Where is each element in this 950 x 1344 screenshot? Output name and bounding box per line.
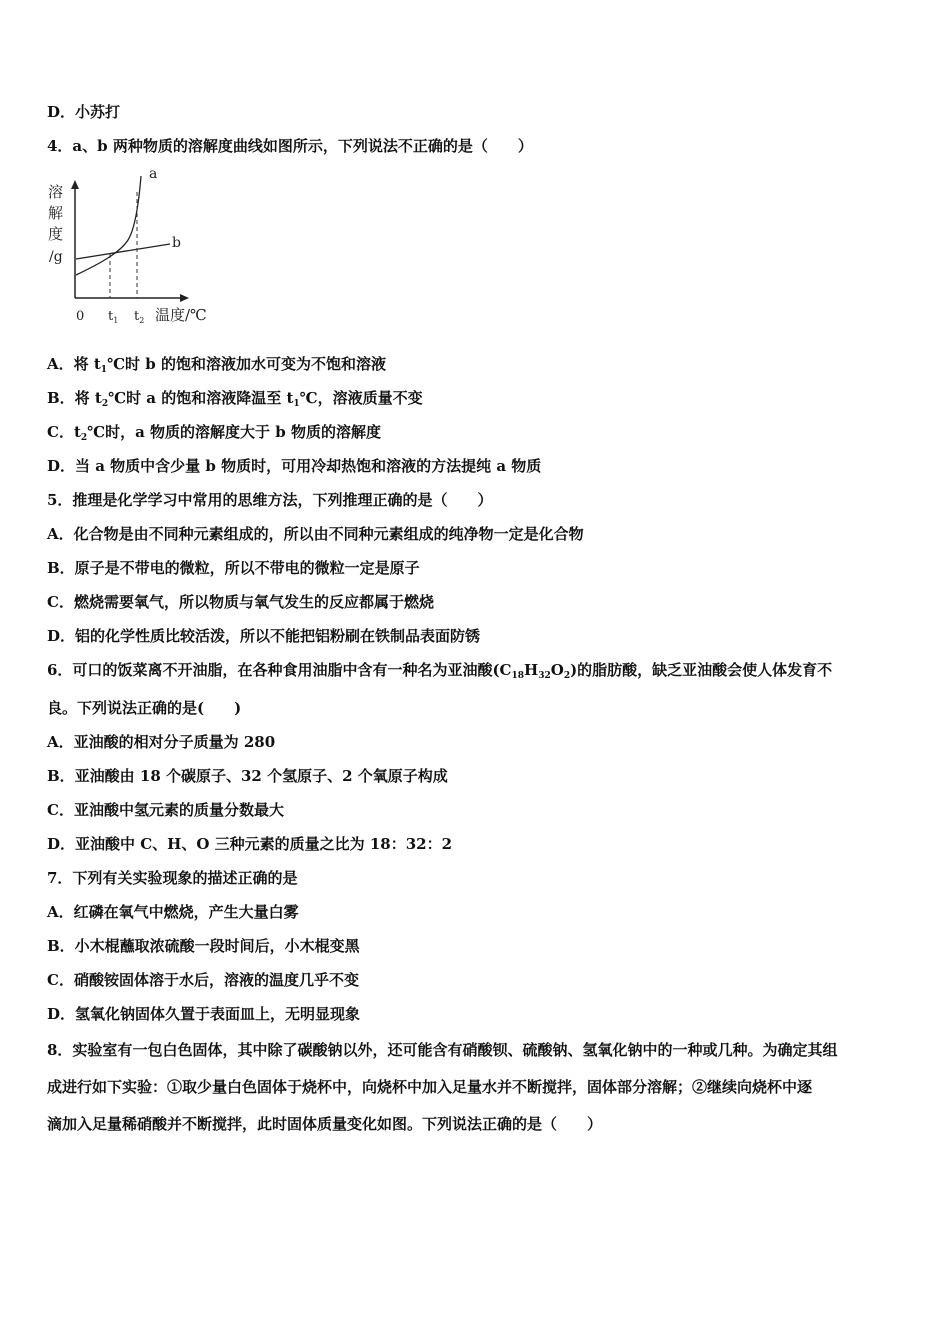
q5-option-a: A．化合物是由不同种元素组成的，所以由不同种元素组成的纯净物一定是化合物 xyxy=(47,525,584,543)
t2-label: t xyxy=(134,309,140,324)
y-label-char-2: 解 xyxy=(48,204,64,222)
q8-stem-line2: 成进行如下实验：①取少量白色固体于烧杯中，向烧杯中加入足量水并不断搅拌，固体部分溶解；②继续向烧杯中逐 xyxy=(47,1078,813,1096)
q3-option-d: D．小苏打 xyxy=(47,103,121,121)
q4-option-c: C．$t_2℃$时，a 物质的溶解度大于 b 物质的溶解度 xyxy=(47,423,381,443)
svg-text:t2 xyxy=(134,309,144,325)
q7-option-c: C．硝酸铵固体溶于水后，溶液的温度几乎不变 xyxy=(47,971,359,989)
y-label-char-4: /g xyxy=(49,249,63,265)
q5-option-b: B．原子是不带电的微粒，所以不带电的微粒一定是原子 xyxy=(47,559,420,577)
q6-stem-line1: 6．可口的饭菜离不开油脂，在各种食用油脂中含有一种名为亚油酸$(C_{18}H_{32}O_2)$的脂肪酸，缺乏亚油酸会使人体发育不 xyxy=(47,661,833,681)
q4-option-a: A．将 $t_1℃$时 b 的饱和溶液加水可变为不饱和溶液 xyxy=(47,355,386,375)
x-axis-arrow xyxy=(180,294,189,302)
q7-option-a: A．红磷在氧气中燃烧，产生大量白雾 xyxy=(47,903,299,921)
q6-option-c: C．亚油酸中氢元素的质量分数最大 xyxy=(47,801,284,819)
q7-option-b: B．小木棍蘸取浓硫酸一段时间后，小木棍变黑 xyxy=(47,937,360,955)
q4-solubility-chart xyxy=(45,168,220,330)
svg-text:t1 xyxy=(108,309,118,325)
q7-option-d: D．氢氧化钠固体久置于表面皿上，无明显现象 xyxy=(47,1005,361,1023)
t2-subscript: 2 xyxy=(139,316,145,325)
q6-stem-line2: 良。下列说法正确的是( ) xyxy=(47,699,242,717)
curve-a xyxy=(76,176,141,275)
q7-stem: 7．下列有关实验现象的描述正确的是 xyxy=(47,869,298,887)
y-label-char-1: 溶 xyxy=(48,183,64,201)
q4-stem: 4．a、b 两种物质的溶解度曲线如图所示，下列说法不正确的是（ ） xyxy=(47,137,533,155)
origin-label: 0 xyxy=(76,309,85,324)
curve-b-label: b xyxy=(172,235,181,251)
q6-option-d: D．亚油酸中 C、H、O 三种元素的质量之比为 18：32：2 xyxy=(47,835,453,853)
y-axis-arrow xyxy=(71,180,79,189)
q6-option-b: B．亚油酸由 18 个碳原子、32 个氢原子、2 个氧原子构成 xyxy=(47,767,448,785)
x-axis-label: 温度/℃ xyxy=(155,306,207,324)
q5-option-d: D．铝的化学性质比较活泼，所以不能把铝粉刷在铁制品表面防锈 xyxy=(47,627,481,645)
q4-option-b: B．将 $t_2℃$时 a 的饱和溶液降温至 $t_1℃$，溶液质量不变 xyxy=(47,389,423,409)
q4-option-d: D．当 a 物质中含少量 b 物质时，可用冷却热饱和溶液的方法提纯 a 物质 xyxy=(47,457,542,475)
q5-stem: 5．推理是化学学习中常用的思维方法，下列推理正确的是（ ） xyxy=(47,491,493,509)
q6-option-a: A．亚油酸的相对分子质量为 280 xyxy=(47,733,276,751)
q8-stem-line1: 8．实验室有一包白色固体，其中除了碳酸钠以外，还可能含有硝酸钡、硫酸钠、氢氧化钠中的一种或几种。为确定其组 xyxy=(47,1041,838,1059)
q8-stem-line3: 滴加入足量稀硝酸并不断搅拌，此时固体质量变化如图。下列说法正确的是（ ） xyxy=(47,1115,603,1133)
curve-a-label: a xyxy=(149,168,158,182)
y-label-char-3: 度 xyxy=(48,225,64,243)
t1-subscript: 1 xyxy=(113,316,119,325)
q5-option-c: C．燃烧需要氧气，所以物质与氧气发生的反应都属于燃烧 xyxy=(47,593,434,611)
t1-label: t xyxy=(108,309,114,324)
